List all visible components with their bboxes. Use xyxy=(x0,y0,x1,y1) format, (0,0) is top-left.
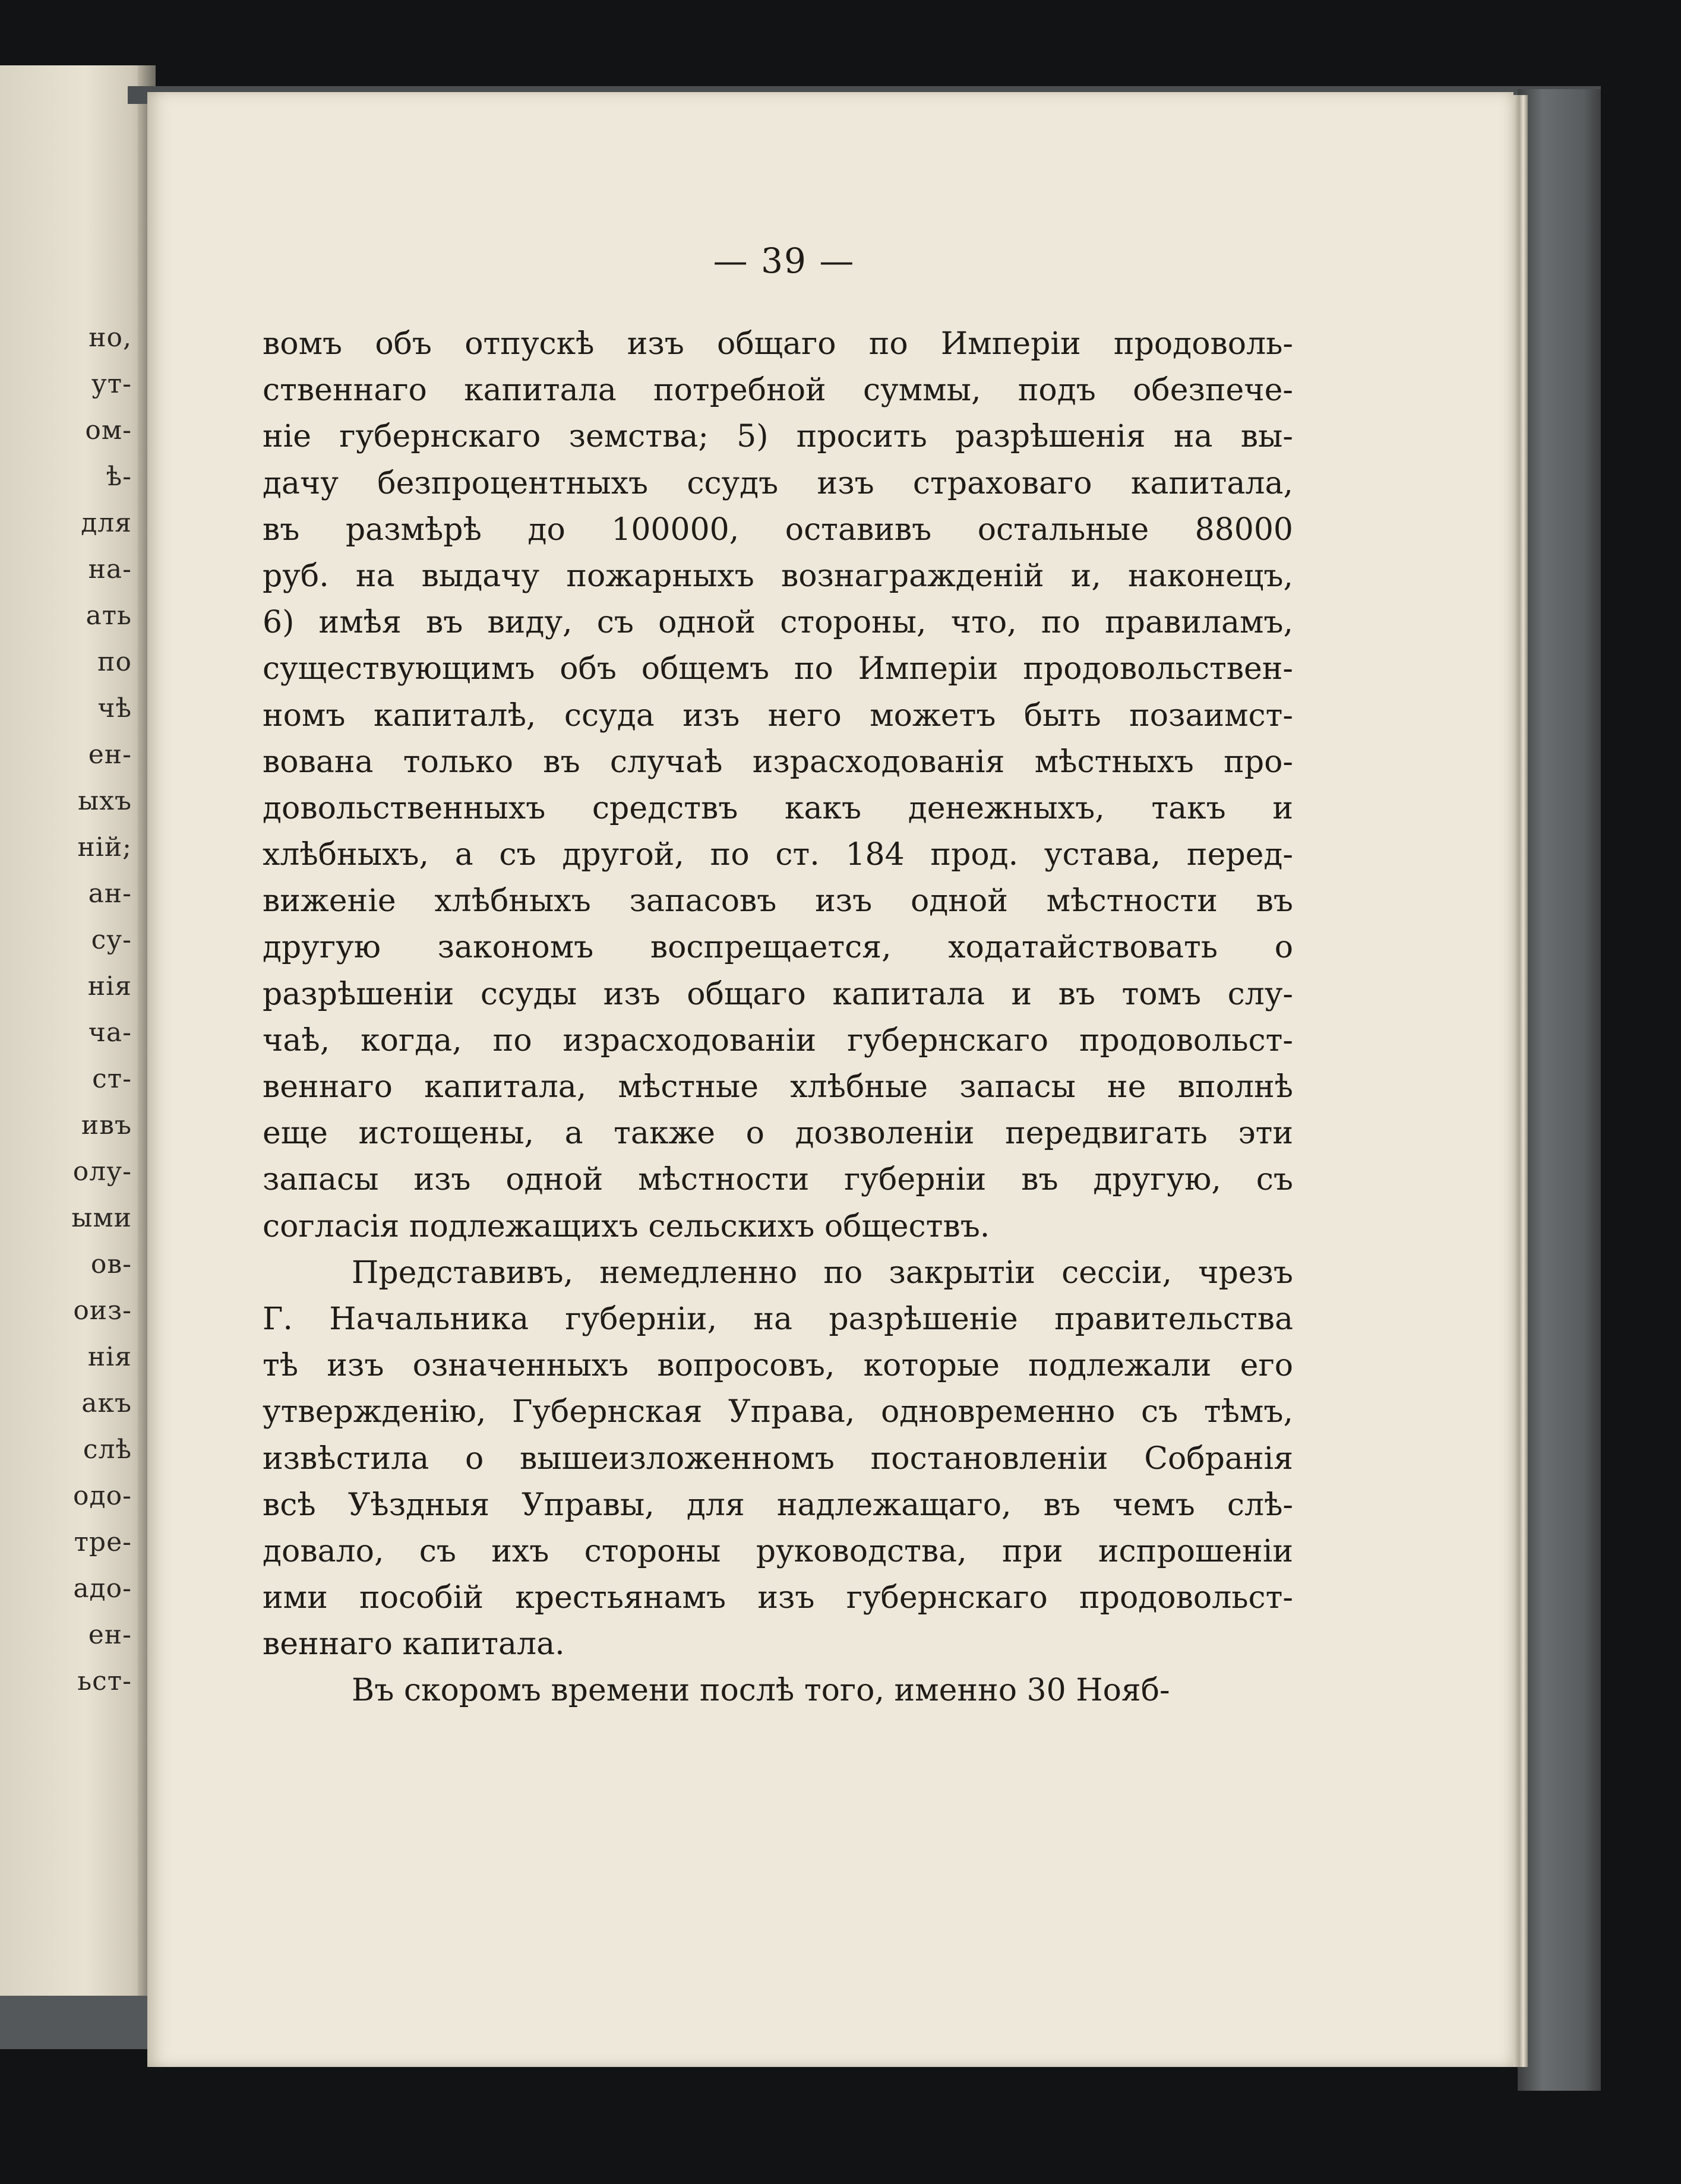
text-line: существующимъ объ общемъ по Имперіи продовольствен- xyxy=(263,651,1293,687)
text-line: 6) имѣя въ виду, съ одной стороны, что, по правиламъ, xyxy=(263,605,1293,641)
text-line: всѣ Уѣздныя Управы, для надлежащаго, въ чемъ слѣ- xyxy=(263,1487,1293,1523)
text-line: разрѣшеніи ссуды изъ общаго капитала и въ томъ слу- xyxy=(263,976,1293,1012)
text-line: утвержденію, Губернская Управа, одновременно съ тѣмъ, xyxy=(263,1394,1293,1430)
previous-page-line: су- xyxy=(91,925,132,955)
previous-page-line: чѣ xyxy=(97,693,132,723)
previous-page-line: ен- xyxy=(88,739,132,770)
previous-page-line: акъ xyxy=(81,1388,132,1418)
previous-page xyxy=(0,65,156,1999)
text-line: веннаго капитала. xyxy=(263,1626,565,1663)
cover-board-right xyxy=(1518,89,1601,2091)
previous-page-line: ут- xyxy=(91,369,132,399)
page-number: — 39 — xyxy=(713,241,855,281)
previous-page-line: ній; xyxy=(77,832,132,862)
paragraph xyxy=(263,321,1293,1250)
previous-page-text xyxy=(0,315,132,1705)
previous-page-line: тре- xyxy=(74,1527,132,1557)
previous-page-line: ѣ- xyxy=(106,462,132,492)
paragraph xyxy=(263,1667,1293,1714)
page-body xyxy=(263,321,1293,1714)
previous-page-line: ыми xyxy=(71,1203,132,1233)
text-line: согласія подлежащихъ сельскихъ обществъ. xyxy=(263,1208,990,1244)
previous-page-line: одо- xyxy=(73,1481,132,1511)
text-line: виженіе хлѣбныхъ запасовъ изъ одной мѣстности въ xyxy=(263,883,1293,919)
text-line: ніе губернскаго земства; 5) просить разрѣшенія на вы- xyxy=(263,419,1293,455)
previous-page-line: нія xyxy=(87,1342,132,1372)
page-stack-edge xyxy=(1513,95,1528,2067)
previous-page-line: ыхъ xyxy=(78,786,132,816)
previous-page-line: слѣ xyxy=(83,1434,132,1465)
previous-page-line: ст- xyxy=(92,1064,132,1094)
text-line: запасы изъ одной мѣстности губерніи въ другую, съ xyxy=(263,1162,1293,1198)
previous-page-line: ать xyxy=(86,600,132,631)
paragraph xyxy=(263,1250,1293,1668)
previous-page-line: адо- xyxy=(73,1573,132,1604)
previous-page-line: ивъ xyxy=(81,1110,132,1140)
text-line: номъ капиталѣ, ссуда изъ него можетъ быть позаимст- xyxy=(263,697,1293,734)
previous-page-line: но, xyxy=(89,323,132,353)
previous-page-line: ан- xyxy=(88,878,132,909)
text-line: извѣстила о вышеизложенномъ постановленіи Собранія xyxy=(263,1440,1293,1477)
text-line: ственнаго капитала потребной суммы, подъ обезпече- xyxy=(263,372,1293,409)
text-line: тѣ изъ означенныхъ вопросовъ, которые подлежали его xyxy=(263,1348,1293,1384)
text-line: веннаго капитала, мѣстные хлѣбные запасы не вполнѣ xyxy=(263,1069,1293,1105)
text-line: Г. Начальника губерніи, на разрѣшеніе правительства xyxy=(263,1301,1293,1337)
text-line: довольственныхъ средствъ какъ денежныхъ, такъ и xyxy=(263,790,1293,826)
text-line: дачу безпроцентныхъ ссудъ изъ страховаго капитала, xyxy=(263,465,1293,501)
previous-page-line: ча- xyxy=(88,1017,132,1048)
text-line: руб. на выдачу пожарныхъ вознагражденій и, наконецъ, xyxy=(263,558,1293,594)
cover-board-edge xyxy=(0,1996,148,2049)
previous-page-line: по xyxy=(97,647,132,677)
text-line: Представивъ, немедленно по закрытіи сессіи, чрезъ xyxy=(352,1254,1293,1291)
text-line: довало, съ ихъ стороны руководства, при испрошеніи xyxy=(263,1533,1293,1569)
text-line: вована только въ случаѣ израсходованія мѣстныхъ про- xyxy=(263,744,1293,780)
text-line: ими пособій крестьянамъ изъ губернскаго продовольст- xyxy=(263,1580,1293,1616)
previous-page-line: оиз- xyxy=(73,1295,132,1326)
text-line: Въ скоромъ времени послѣ того, именно 30 Нояб- xyxy=(352,1673,1170,1709)
previous-page-line: ьст- xyxy=(77,1666,132,1696)
text-line: еще истощены, а также о дозволеніи передвигать эти xyxy=(263,1115,1293,1152)
text-line: вомъ объ отпускѣ изъ общаго по Имперіи продоволь- xyxy=(263,326,1293,362)
previous-page-line: олу- xyxy=(72,1156,132,1187)
previous-page-line: для xyxy=(81,508,132,538)
previous-page-line: на- xyxy=(88,554,132,584)
previous-page-line: ов- xyxy=(90,1249,132,1279)
text-line: чаѣ, когда, по израсходованіи губернскаго продовольст- xyxy=(263,1022,1293,1058)
text-line: другую закономъ воспрещается, ходатайствовать о xyxy=(263,930,1293,966)
previous-page-line: нія xyxy=(87,971,132,1001)
previous-page-line: ом- xyxy=(85,415,132,445)
text-line: въ размѣрѣ до 100000, оставивъ остальные 88000 xyxy=(263,511,1293,548)
text-line: хлѣбныхъ, а съ другой, по ст. 184 прод. устава, перед- xyxy=(263,837,1293,873)
previous-page-line: ен- xyxy=(88,1620,132,1650)
